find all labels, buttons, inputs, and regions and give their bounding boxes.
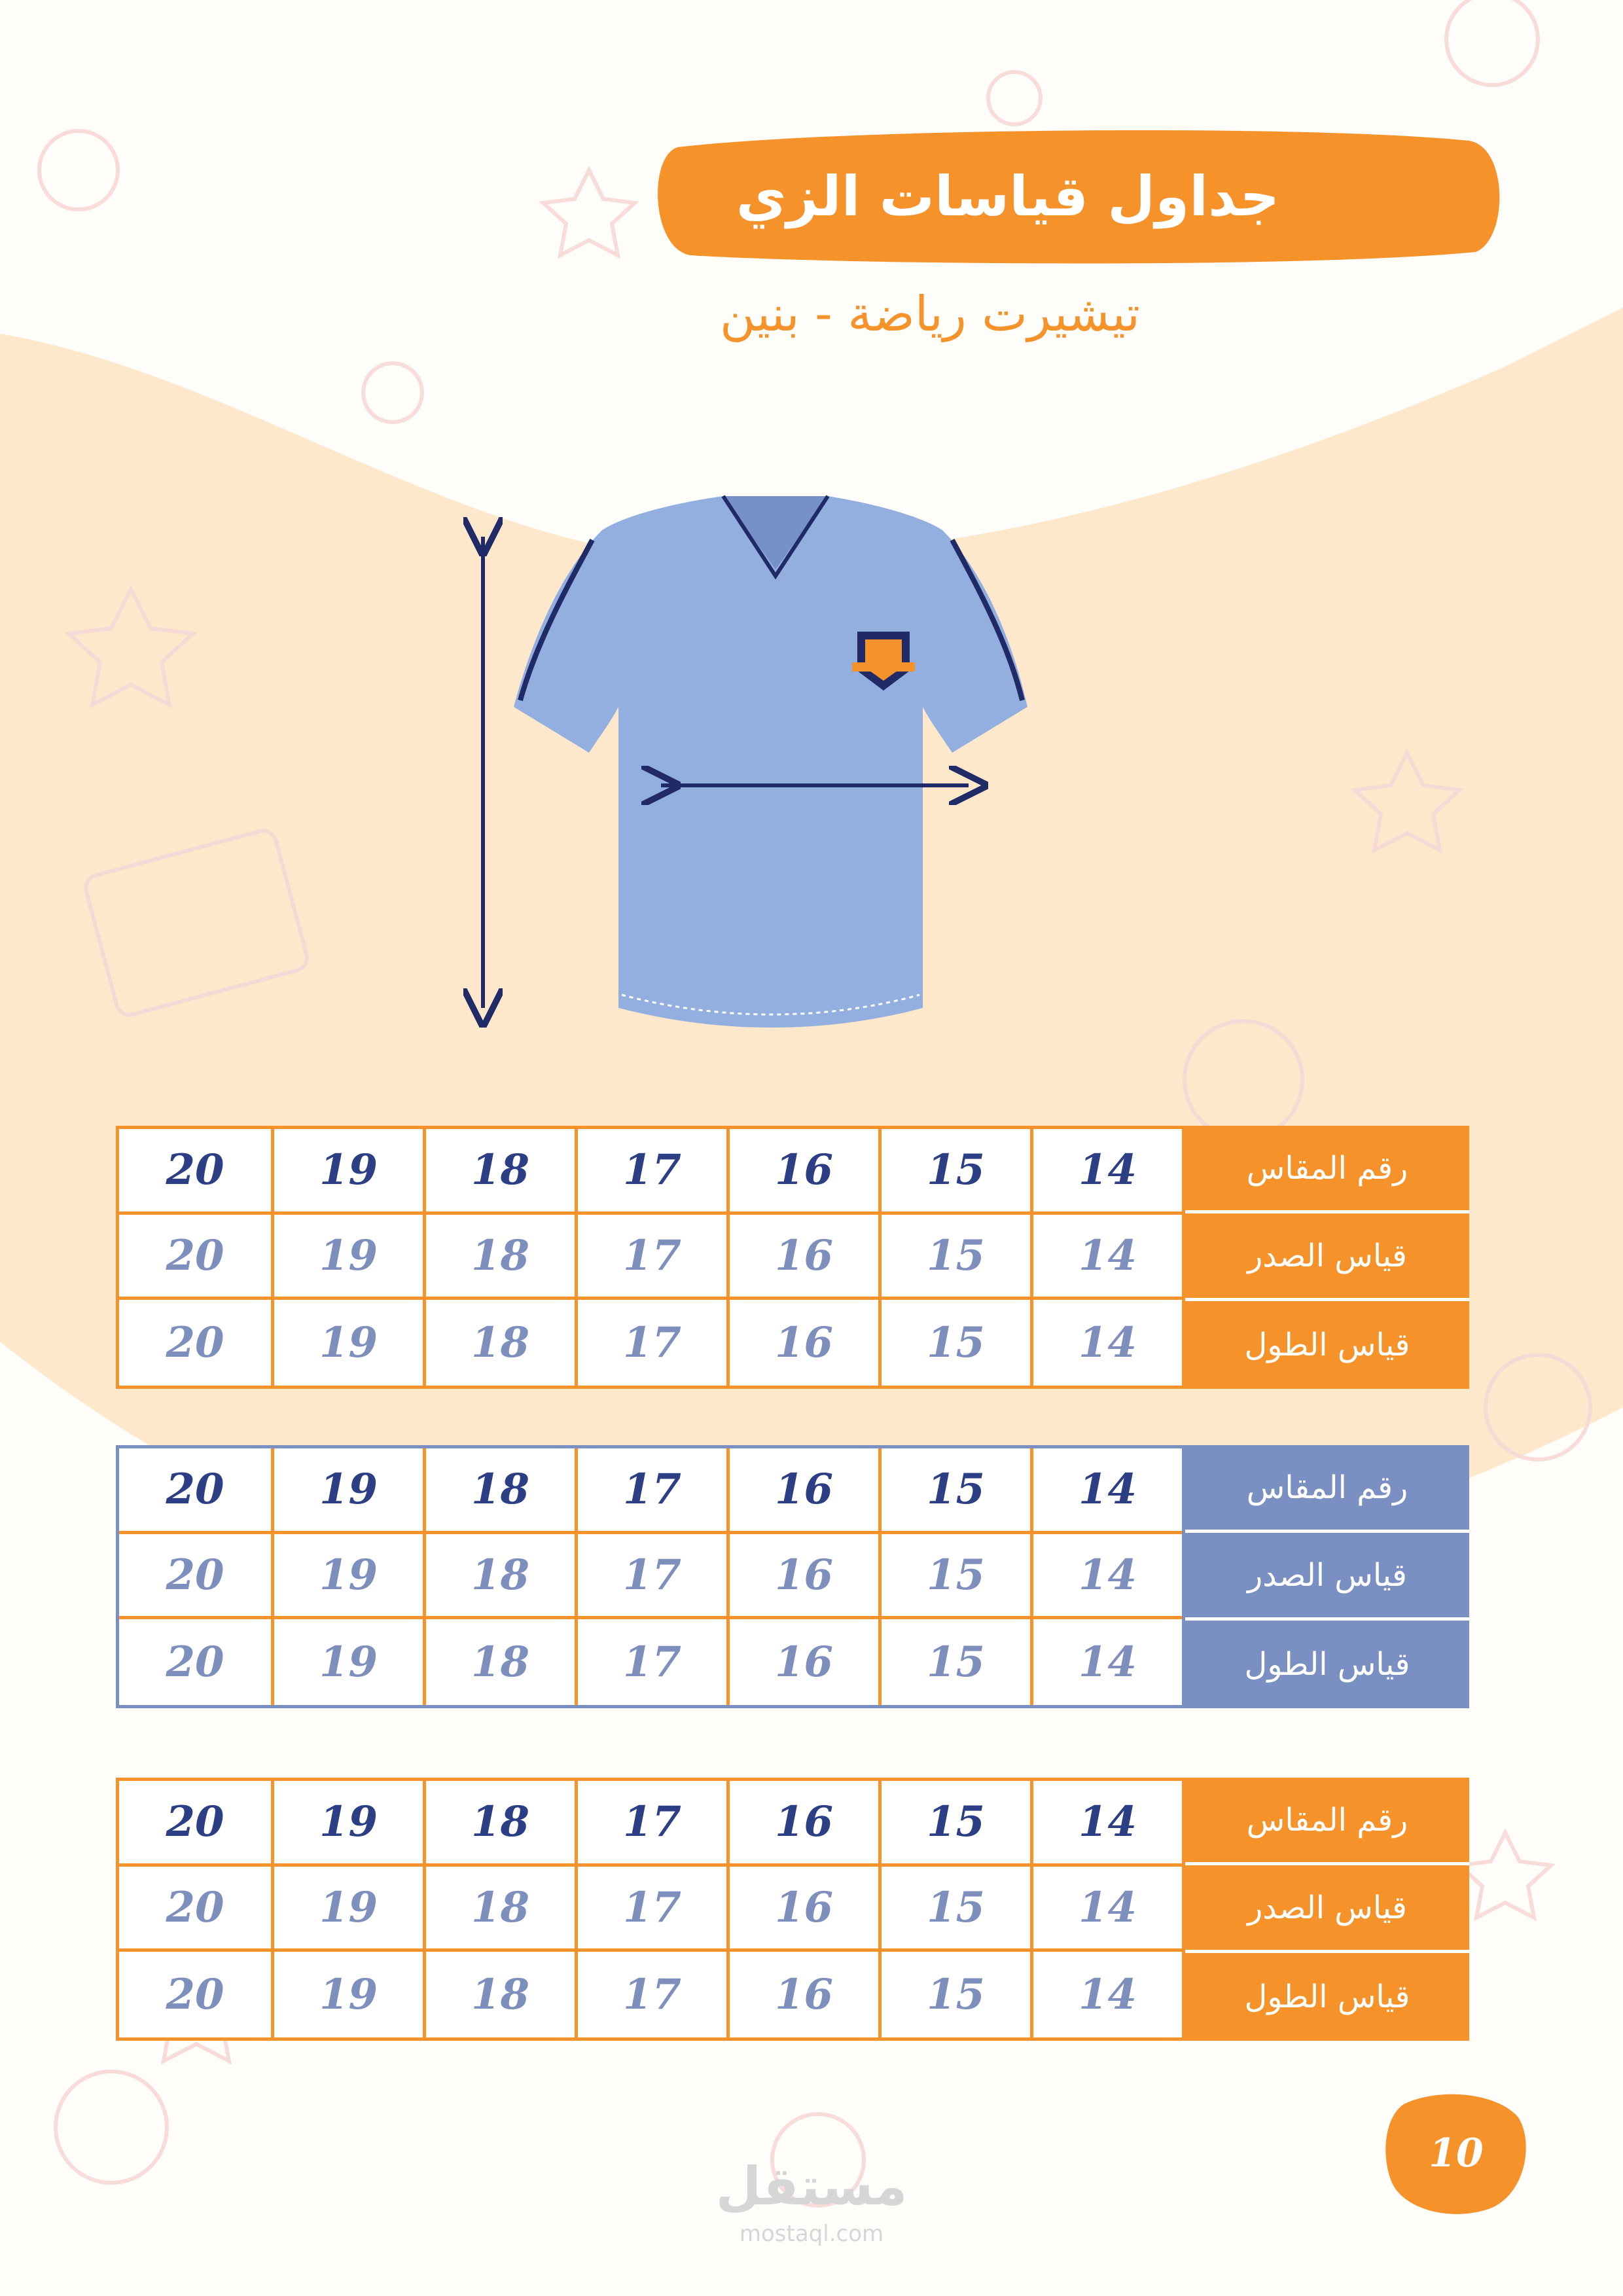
table-cell: 20	[166, 1638, 224, 1687]
table-cell: 14	[1030, 1129, 1182, 1215]
table-cell: 19	[271, 1781, 423, 1867]
size-table-3	[116, 1778, 1469, 2041]
table-cell: 17	[575, 1781, 726, 1867]
table-cell: 17	[575, 1952, 726, 2037]
table-cell: 18	[423, 1867, 575, 1952]
table-cell: 19	[271, 1129, 423, 1215]
size-table-2	[116, 1445, 1469, 1708]
table-cell: 18	[423, 1448, 575, 1534]
table-cell: 19	[271, 1448, 423, 1534]
row-label-length: قياس الطول	[1185, 1301, 1469, 1389]
table-cell: 19	[271, 1300, 423, 1386]
table-cell: 17	[575, 1534, 726, 1620]
table-cell: 16	[726, 1952, 878, 2037]
row-label-length: قياس الطول	[1185, 1621, 1469, 1708]
table-cell: 17	[575, 1619, 726, 1705]
table-cell: 17	[575, 1215, 726, 1300]
table-cell: 16	[726, 1448, 878, 1534]
table-cell: 18	[423, 1619, 575, 1705]
table-cell: 20	[119, 1215, 271, 1300]
row-label-size-number: رقم المقاس	[1185, 1445, 1469, 1533]
page-number: 10	[1429, 2130, 1484, 2176]
table-cell: 19	[271, 1534, 423, 1620]
table-cell: 17	[575, 1448, 726, 1534]
table-cell: 16	[726, 1215, 878, 1300]
table-cell: 20	[119, 1867, 271, 1952]
table-cell: 19	[271, 1215, 423, 1300]
table-cell: 20	[166, 1318, 224, 1368]
table-cell: 16	[726, 1619, 878, 1705]
row-label-length: قياس الطول	[1185, 1953, 1469, 2041]
table-cell: 16	[726, 1867, 878, 1952]
watermark-latin: mostaql.com	[739, 2221, 884, 2247]
table-cell: 17	[575, 1129, 726, 1215]
shirt-illustration	[458, 471, 1152, 1060]
page-title: جداول قياسات الزي	[736, 164, 1280, 228]
table-cell: 18	[423, 1129, 575, 1215]
row-label-size-number: رقم المقاس	[1185, 1778, 1469, 1865]
table-cell: 19	[271, 1867, 423, 1952]
table-cell: 16	[726, 1781, 878, 1867]
size-table-1	[116, 1126, 1469, 1389]
table-cell: 20	[119, 1129, 271, 1215]
table-cell: 16	[726, 1129, 878, 1215]
table-cell: 14	[1030, 1619, 1182, 1705]
table-cell: 18	[423, 1300, 575, 1386]
table-cell: 14	[1030, 1215, 1182, 1300]
table-cell: 18	[423, 1534, 575, 1620]
page-subtitle: تيشيرت رياضة - بنين	[720, 286, 1141, 342]
table-cell: 14	[1030, 1534, 1182, 1620]
table-cell: 20	[119, 1448, 271, 1534]
table-cell: 15	[878, 1619, 1030, 1705]
table-cell: 14	[1030, 1781, 1182, 1867]
table-cell: 20	[166, 1970, 224, 2020]
table-cell: 20	[119, 1534, 271, 1620]
table-cell: 18	[423, 1781, 575, 1867]
row-label-chest: قياس الصدر	[1185, 1865, 1469, 1953]
table-cell: 18	[423, 1952, 575, 2037]
table-cell: 15	[878, 1129, 1030, 1215]
table-cell: 16	[726, 1534, 878, 1620]
row-label-size-number: رقم المقاس	[1185, 1126, 1469, 1213]
table-cell: 14	[1030, 1300, 1182, 1386]
table-cell: 15	[878, 1867, 1030, 1952]
table-cell: 15	[878, 1781, 1030, 1867]
table-cell: 15	[878, 1215, 1030, 1300]
table-cell: 15	[878, 1952, 1030, 2037]
table-cell: 15	[878, 1448, 1030, 1534]
table-cell: 15	[878, 1300, 1030, 1386]
table-cell: 14	[1030, 1952, 1182, 2037]
table-cell: 19	[271, 1952, 423, 2037]
watermark-arabic: مستقل	[715, 2155, 908, 2217]
table-cell: 14	[1030, 1867, 1182, 1952]
table-cell: 15	[878, 1534, 1030, 1620]
table-cell: 18	[423, 1215, 575, 1300]
row-label-chest: قياس الصدر	[1185, 1213, 1469, 1301]
row-label-chest: قياس الصدر	[1185, 1533, 1469, 1621]
table-cell: 19	[271, 1619, 423, 1705]
table-cell: 16	[726, 1300, 878, 1386]
table-cell: 17	[575, 1300, 726, 1386]
table-cell: 20	[119, 1781, 271, 1867]
table-cell: 14	[1030, 1448, 1182, 1534]
table-cell: 17	[575, 1867, 726, 1952]
